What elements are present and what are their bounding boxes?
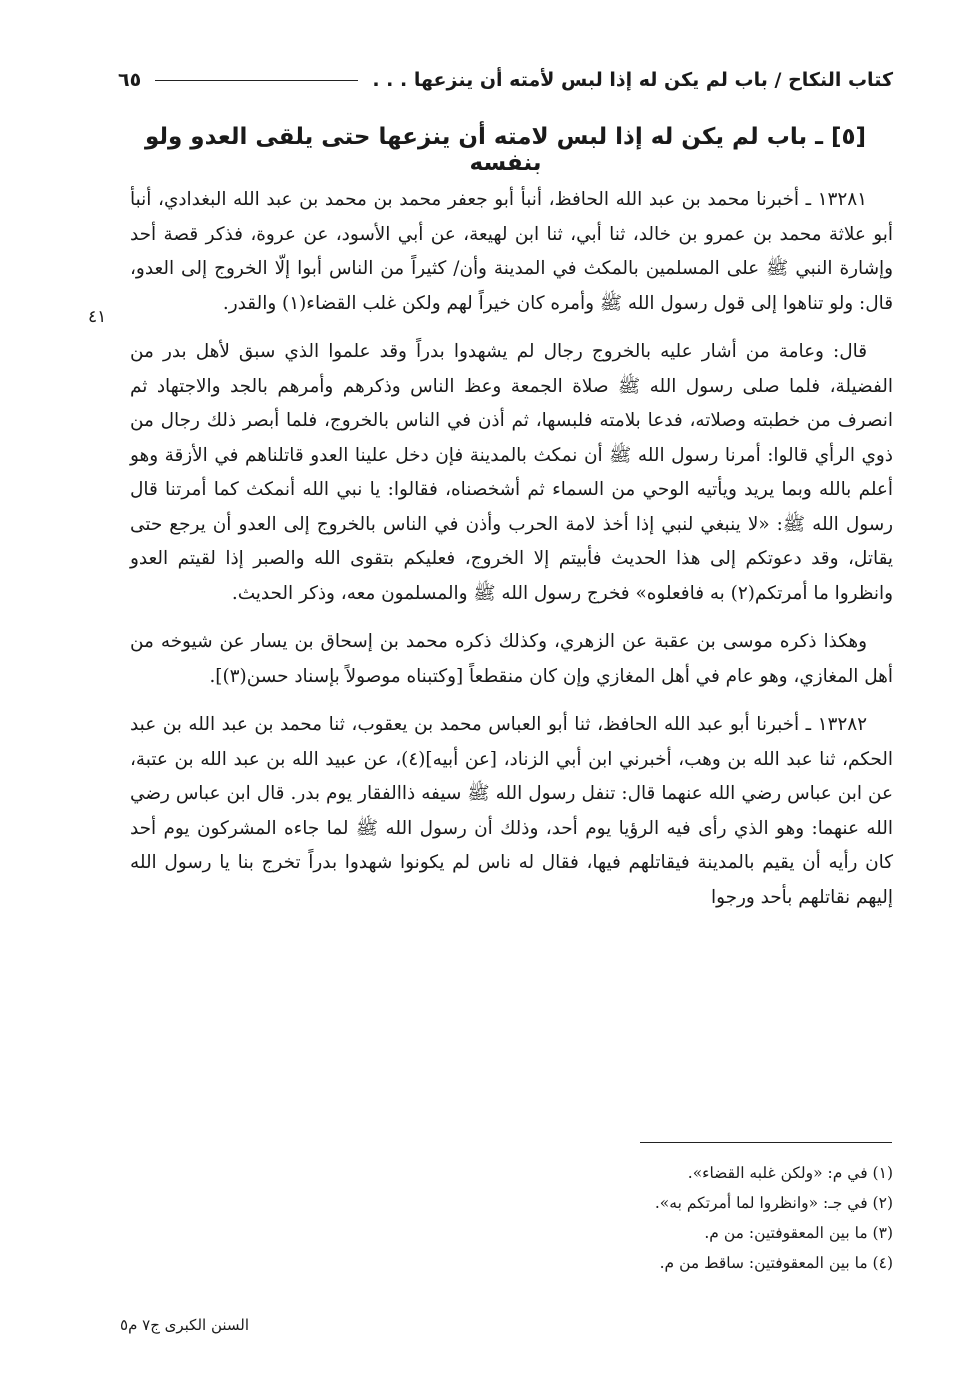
margin-page-number: ٤١: [88, 307, 107, 327]
header-rule: [155, 80, 358, 81]
paragraph-source-note: وهكذا ذكره موسى بن عقبة عن الزهري، وكذلك ذكره محمد بن إسحاق بن يسار عن شيوخه من أهل المغازي، وهو عام في أهل المغازي وإن كان منقطعاً [وكتبناه موصولاً بإسناد حسن(٣)].: [130, 631, 893, 687]
footnote-2: (٢) في جـ: «وانظروا لما أمرتكم به».: [654, 1194, 893, 1212]
footnotes: [300, 1158, 893, 1278]
footnote-1: (١) في م: «ولكن غلبه القضاء».: [687, 1164, 893, 1182]
running-header: [118, 62, 893, 98]
book-title: كتاب النكاح / باب لم يكن له إذا لبس لأمته أن ينزعها . . .: [372, 69, 893, 91]
volume-signature: السنن الكبرى ج٧ م٥: [120, 1316, 250, 1334]
footnote-4: (٤) ما بين المعقوفتين: ساقط من م.: [659, 1254, 893, 1272]
chapter-title: [٥] ـ باب لم يكن له إذا لبس لامته أن ينزعها حتى يلقى العدو ولو بنفسه: [144, 124, 867, 176]
paragraph-hadith-13282: ١٣٢٨٢ ـ أخبرنا أبو عبد الله الحافظ، ثنا أبو العباس محمد بن يعقوب، ثنا محمد بن عبد الله بن عبد الحكم، ثنا عبد الله بن وهب، أخبرني ابن أبي الزناد، [عن أبيه](٤)، عن عبيد الله بن عبد الله بن عتبة، عن ابن عباس رضي الله عنهما قال: تنفل رسول الله ﷺ سيفه ذاالفقار يوم بدر. قال ابن عباس رضي الله عنهما: وهو الذي رأى فيه الرؤيا يوم أحد، وذلك أن رسول الله ﷺ لما جاءه المشركون يوم أحد كان رأيه أن يقيم بالمدينة فيقاتلهم فيها، فقال له ناس لم يكونوا شهدوا بدراً تخرج بنا يا رسول الله إليهم نقاتلهم بأحد ورجوا: [130, 714, 893, 908]
page-number: ٦٥: [118, 69, 142, 91]
footnote-rule: [640, 1142, 892, 1143]
paragraph-narration: قال: وعامة من أشار عليه بالخروج رجال لم يشهدوا بدراً وقد علموا الذي سبق لأهل بدر من الفضيلة، فلما صلى رسول الله ﷺ صلاة الجمعة وعظ الناس وذكرهم وأمرهم بالجد والاجتهاد ثم انصرف من خطبته وصلاته، فدعا بلامته فلبسها، ثم أذن في الناس بالخروج، فلما أبصر ذلك رجال من ذوي الرأي قالوا: أمرنا رسول الله ﷺ أن نمكث بالمدينة فإن دخل علينا العدو قاتلناهم في الأزقة وهو أعلم بالله وبما يريد ويأتيه الوحي من السماء ثم أشخصناه، فقالوا: يا نبي الله أنمكث كما أمرتنا قال رسول الله ﷺ: «لا ينبغي لنبي إذا أخذ لامة الحرب وأذن في الناس بالخروج إلى العدو أن يرجع حتى يقاتل، وقد دعوتكم إلى هذا الحديث فأبيتم إلا الخروج، فعليكم بتقوى الله والصبر إذا لقيتم العدو وانظروا ما أمرتكم(٢) به فافعلوه» فخرج رسول الله ﷺ والمسلمون معه، وذكر الحديث.: [130, 341, 893, 604]
paragraph-hadith-13281: ١٣٢٨١ ـ أخبرنا محمد بن عبد الله الحافظ، أنبأ أبو جعفر محمد بن محمد بن عبد الله البغدادي، أنبأ أبو علاثة محمد بن عمرو بن خالد، ثنا أبي، ثنا ابن لهيعة، عن أبي الأسود، عن عروة، فذكر قصة أحد وإشارة النبي ﷺ على المسلمين بالمكث في المدينة وأن/ كثيراً من الناس أبوا إلّا الخروج إلى العدو، قال: ولو تناهوا إلى قول رسول الله ﷺ وأمره كان خيراً لهم ولكن غلب القضاء(١) والقدر.: [130, 189, 893, 314]
footnote-3: (٣) ما بين المعقوفتين: من م.: [704, 1224, 893, 1242]
main-text: [130, 183, 893, 929]
